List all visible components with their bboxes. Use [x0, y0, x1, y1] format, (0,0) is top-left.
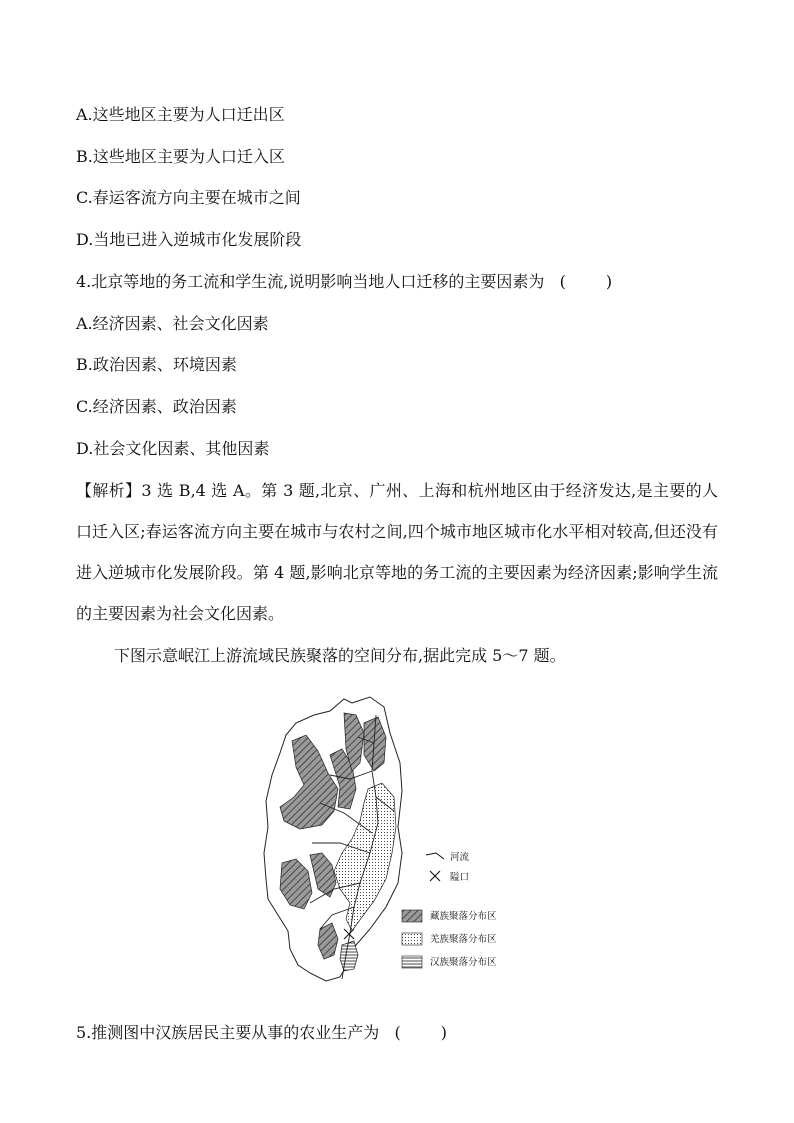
map-legend — [402, 851, 497, 968]
q5-paren-open: ( — [394, 1023, 401, 1042]
q5-stem — [76, 1023, 447, 1043]
q5-stem-text: 5.推测图中汉族居民主要从事的农业生产为 — [76, 1023, 380, 1042]
q3-option-c: C.春运客流方向主要在城市之间 — [76, 188, 301, 207]
minjiang-settlement-map — [260, 693, 540, 985]
map-figure — [260, 693, 540, 985]
analysis-tag: 【解析】 — [76, 481, 142, 500]
legend-han-swatch — [402, 956, 422, 968]
legend-qiang-swatch — [402, 933, 422, 945]
q4-option-a: A.经济因素、社会文化因素 — [76, 314, 269, 333]
q3-option-d: D.当地已进入逆城市化发展阶段 — [76, 230, 302, 249]
q3-option-b: B.这些地区主要为人口迁入区 — [76, 147, 285, 166]
q4-paren-open: ( — [559, 272, 566, 291]
han-area — [340, 941, 358, 971]
legend-river-icon — [426, 853, 444, 859]
analysis-paragraph — [76, 470, 718, 634]
legend-pass-icon — [430, 871, 440, 881]
q5-paren-close: ) — [440, 1023, 448, 1042]
q4-option-b: B.政治因素、环境因素 — [76, 355, 237, 374]
analysis-text: 3 选 B,4 选 A。第 3 题,北京、广州、上海和杭州地区由于经济发达,是主要的人口迁入区;春运客流方向主要在城市与农村之间,四个城市地区城市化水平相对较高,但还没有进入逆城市化发展阶段。第 4 题,影响北京等地的务工流的主要因素为经济因素;影响学生流的主要因素为社会文化因素。 — [76, 481, 718, 623]
map-intro: 下图示意岷江上游流域民族聚落的空间分布,据此完成 5～7 题。 — [114, 646, 566, 665]
legend-han-label: 汉族聚落分布区 — [430, 957, 497, 968]
q4-stem-text: 4.北京等地的务工流和学生流,说明影响当地人口迁移的主要因素为 — [76, 272, 545, 291]
legend-qiang-label: 羌族聚落分布区 — [430, 934, 497, 945]
q4-option-d: D.社会文化因素、其他因素 — [76, 439, 270, 458]
q4-stem — [76, 272, 612, 292]
legend-pass-label: 隘口 — [450, 872, 470, 883]
q4-paren-close: ) — [605, 272, 613, 291]
legend-tibetan-label: 藏族聚落分布区 — [430, 911, 497, 922]
q4-option-c: C.经济因素、政治因素 — [76, 397, 237, 416]
q3-option-a: A.这些地区主要为人口迁出区 — [76, 105, 285, 124]
legend-tibetan-swatch — [402, 910, 422, 922]
legend-river-label: 河流 — [450, 852, 470, 863]
